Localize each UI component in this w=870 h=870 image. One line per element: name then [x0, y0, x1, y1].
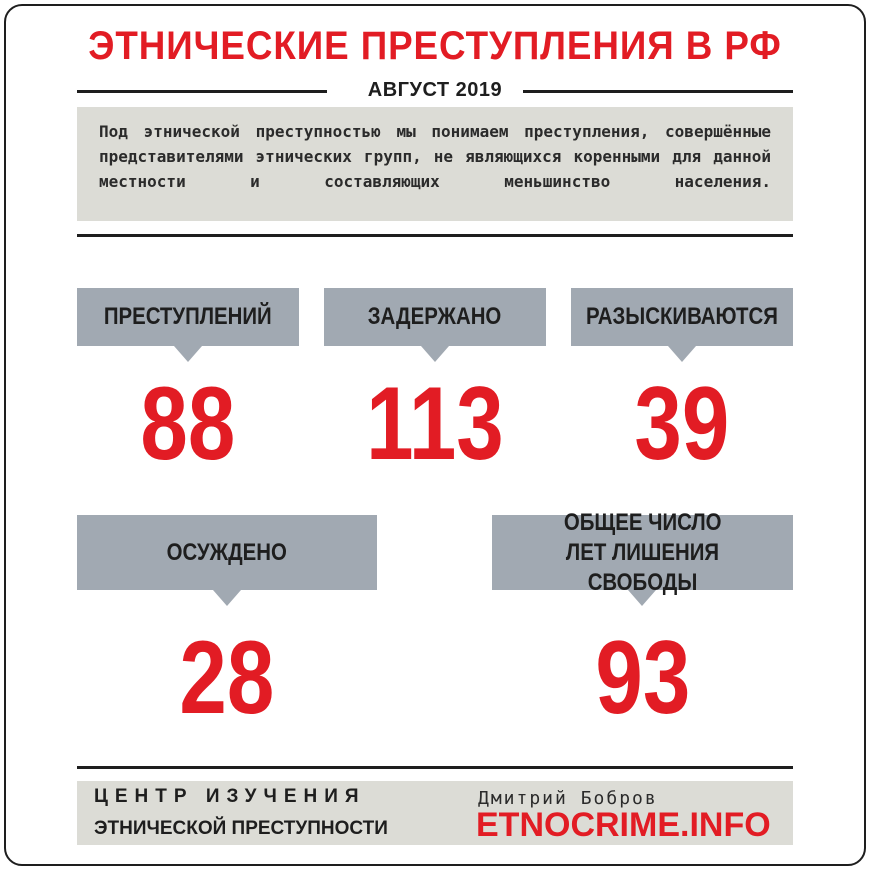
- wanted-label: РАЗЫСКИВАЮТСЯ: [571, 288, 793, 346]
- crimes-pointer: [174, 346, 202, 362]
- website-link[interactable]: ETNOCRIME.INFO: [476, 806, 771, 844]
- detained-value: 113: [366, 366, 504, 482]
- divider-definition: [77, 234, 793, 237]
- crimes-label: ПРЕСТУПЛЕНИЙ: [77, 288, 299, 346]
- sentence-years-label: ОБЩЕЕ ЧИСЛО ЛЕТ ЛИШЕНИЯ СВОБОДЫ: [492, 515, 793, 590]
- author-name: Дмитрий Бобров: [478, 788, 658, 809]
- page-title: ЭТНИЧЕСКИЕ ПРЕСТУПЛЕНИЯ В РФ: [88, 24, 782, 68]
- wanted-value: 39: [634, 366, 730, 482]
- divider-footer: [77, 766, 793, 769]
- detained-label: ЗАДЕРЖАНО: [324, 288, 546, 346]
- definition-text: Под этнической преступностью мы понимаем преступления, совершённые представителями этнических групп, не являющихся коренными для данной местности и составляющих меньшинство населения.: [77, 107, 793, 221]
- org-name-line1: ЦЕНТР ИЗУЧЕНИЯ: [94, 786, 366, 807]
- sentence-years-value: 93: [595, 620, 690, 736]
- org-name-line2: ЭТНИЧЕСКОЙ ПРЕСТУПНОСТИ: [94, 818, 388, 839]
- divider-right: [523, 90, 793, 93]
- convicted-value: 28: [179, 620, 275, 736]
- crimes-value: 88: [140, 366, 236, 482]
- period-label: АВГУСТ 2019: [367, 79, 503, 101]
- sentence-years-pointer: [628, 590, 656, 606]
- wanted-pointer: [668, 346, 696, 362]
- convicted-label: ОСУЖДЕНО: [77, 515, 377, 590]
- detained-pointer: [421, 346, 449, 362]
- divider-left: [77, 90, 327, 93]
- convicted-pointer: [213, 590, 241, 606]
